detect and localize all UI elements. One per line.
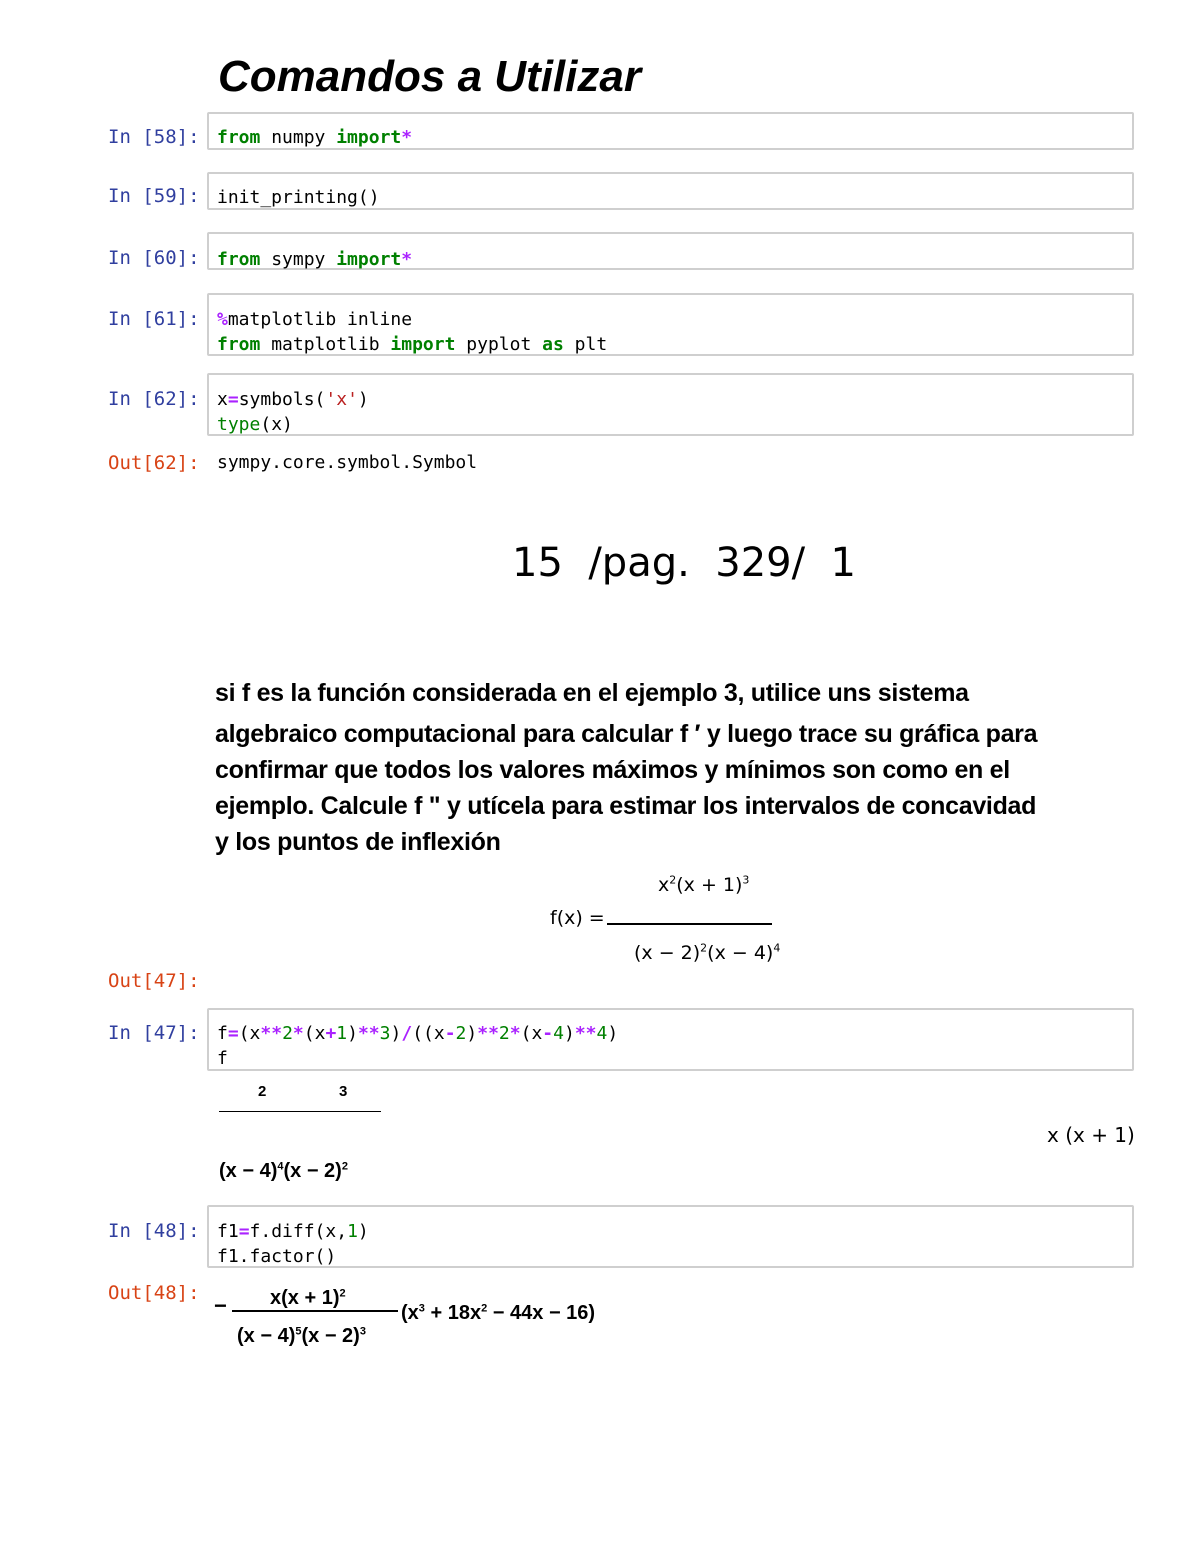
cell-61-prompt: In [61]: [108,308,200,330]
out-48-denominator: $(x - 4)^5(x - 2)^3$ [237,1325,366,1347]
cell-48-out-prompt: Out[48]: [108,1282,200,1304]
cell-62-out-prompt: Out[62]: [108,452,200,474]
page-reference: 15 /pag. 329/ 1 [512,540,856,586]
code-cell-59-line-1: init_printing() [217,187,380,208]
out-47-fraction-bar [219,1111,381,1112]
problem-statement [215,675,1120,860]
formula-lhs: f(x) = [550,907,605,929]
formula-denominator: $(x - 2)^2(x - 4)^4$ [634,941,781,964]
out-47-numerator: x (x + 1) [1047,1123,1135,1147]
code-cell-47-lines: f=(x**2*(x+1)**3)/((x-2)**2*(x-4)**4) f [217,1023,619,1069]
code-cell-61-lines: %matplotlib inline from matplotlib import pyplot as plt [217,309,608,355]
page-title: Comandos a Utilizar [218,52,641,101]
cell-62-prompt: In [62]: [108,388,200,410]
cell-58-prompt: In [58]: [108,126,200,148]
out-47-prompt: Out[47]: [108,970,200,992]
cell-60-prompt: In [60]: [108,247,200,269]
cell-47-prompt: In [47]: [108,1022,200,1044]
out-47-denominator: $(x - 4)^4(x - 2)^2$ [219,1160,348,1182]
problem-line-3: confirmar que todos los valores máximos y mínimos son como en el [215,756,1010,784]
cell-62-output: sympy.core.symbol.Symbol [217,452,478,473]
problem-line-1: si f es la función considerada en el ejemplo 3, utilice uns sistema [215,679,969,707]
out-47-exponent-a: 2 [258,1083,267,1100]
cell-59-prompt: In [59]: [108,185,200,207]
out-48-factor: $(x^3 + 18x^2 - 44x - 16)$ [401,1302,596,1324]
cell-48-prompt: In [48]: [108,1220,200,1242]
code-cell-60-line-1: from sympy import* [217,249,413,270]
problem-line-2: algebraico computacional para calcular f ′ y luego trace su gráfica para [215,720,1038,748]
out-48-numerator: $x(x + 1)^2$ [270,1287,346,1309]
out-48-fraction-bar [232,1310,398,1312]
formula-numerator: $x^2(x + 1)^3$ [658,873,750,896]
formula-fraction-bar [607,923,772,925]
out-48-sign: − [214,1293,227,1318]
problem-line-5: y los puntos de inflexión [215,828,501,856]
problem-line-4: ejemplo. Calcule f " y utícela para estimar los intervalos de concavidad [215,792,1037,820]
code-cell-58-line-1: from numpy import* [217,127,413,148]
code-cell-62-lines: x=symbols('x') type(x) [217,389,369,435]
out-47-exponent-b: 3 [339,1083,348,1100]
code-cell-48-lines: f1=f.diff(x,1) f1.factor() [217,1221,369,1267]
